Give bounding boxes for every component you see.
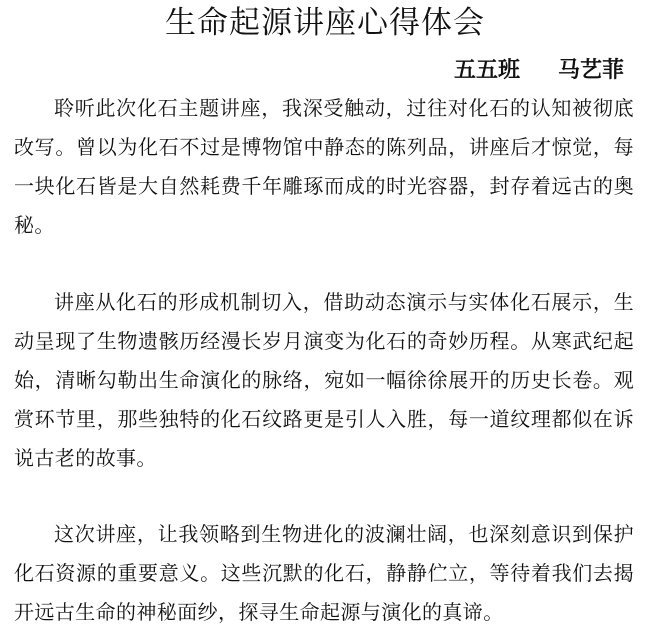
- author-name: 马艺菲: [557, 58, 624, 83]
- paragraph-2: 讲座从化石的形成机制切入，借助动态演示与实体化石展示，生动呈现了生物遗骸历经漫长岁月演变为化石的奇妙历程。从寒武纪起始，清晰勾勒出生命演化的脉络，宛如一幅徐徐展开的历史长卷。观赏环节里，那些独特的化石纹路更是引人入胜，每一道纹理都似在诉说古老的故事。: [14, 290, 634, 470]
- class-name: 五五班: [453, 58, 520, 83]
- author-byline: [454, 56, 624, 86]
- document-title: 生命起源讲座心得体会: [165, 5, 485, 41]
- paragraph-1: 聆听此次化石主题讲座，我深受触动，过往对化石的认知被彻底改写。曾以为化石不过是博物馆中静态的陈列品，讲座后才惊觉，每一块化石皆是大自然耗费千年雕琢而成的时光容器，封存着远古的奥秘。: [14, 96, 634, 237]
- paragraph-3: 这次讲座，让我领略到生物进化的波澜壮阔，也深刻意识到保护化石资源的重要意义。这些沉默的化石，静静伫立，等待着我们去揭开远古生命的神秘面纱，探寻生命起源与演化的真谛。: [14, 522, 634, 624]
